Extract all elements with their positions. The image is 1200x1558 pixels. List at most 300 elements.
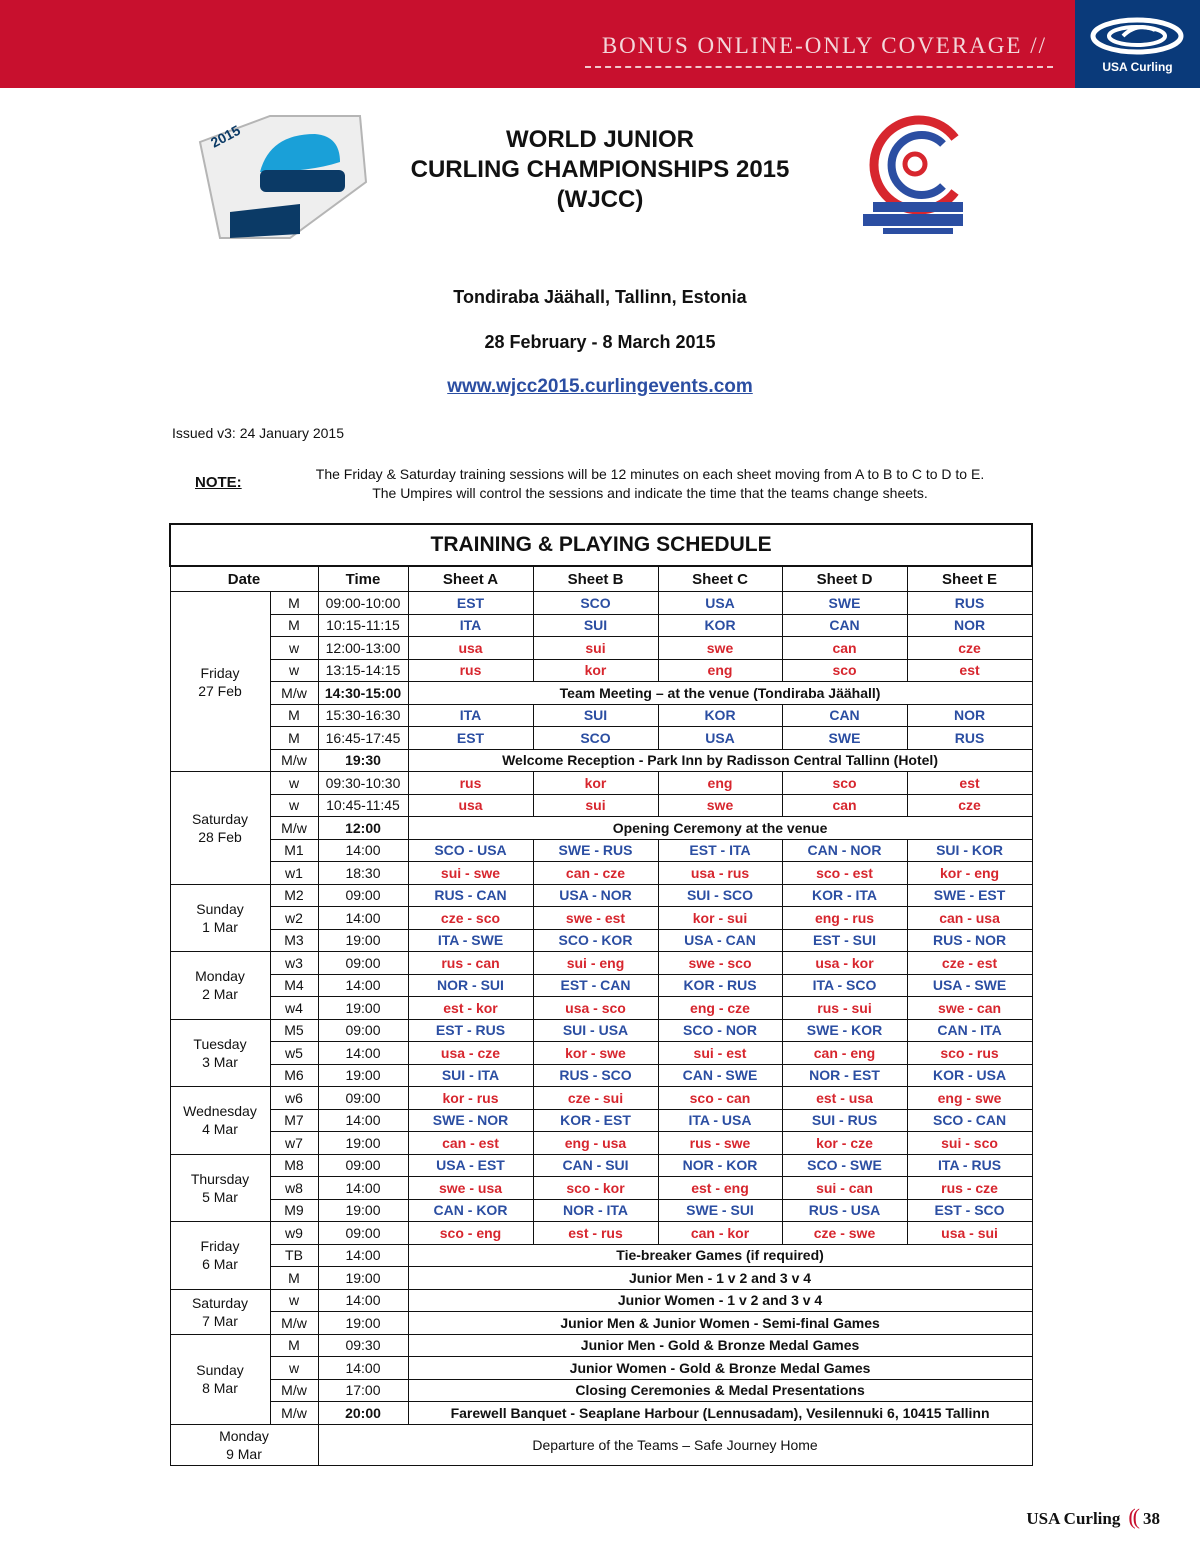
- game-cell: can: [782, 637, 907, 660]
- event-cell: Junior Men - 1 v 2 and 3 v 4: [408, 1267, 1032, 1290]
- draw-time: 18:30: [318, 862, 408, 885]
- title-line-1: WORLD JUNIOR: [506, 126, 694, 153]
- game-cell: sui - est: [658, 1042, 782, 1065]
- draw-time: 09:00: [318, 1087, 408, 1110]
- draw-code: M9: [270, 1199, 318, 1222]
- draw-time: 09:30: [318, 1334, 408, 1357]
- day-cell: [170, 1334, 270, 1424]
- game-cell: sco - eng: [408, 1222, 533, 1245]
- game-cell: sco - rus: [907, 1042, 1032, 1065]
- game-cell: SWE - RUS: [533, 839, 658, 862]
- game-cell: kor - rus: [408, 1087, 533, 1110]
- game-cell: RUS - CAN: [408, 884, 533, 907]
- day-cell: [170, 1222, 270, 1290]
- game-cell: swe - usa: [408, 1177, 533, 1200]
- table-row: [170, 1402, 1032, 1425]
- table-row: [170, 1244, 1032, 1267]
- page-number: 38: [1143, 1509, 1160, 1528]
- game-cell: CAN - SWE: [658, 1064, 782, 1087]
- game-cell: cze - sco: [408, 907, 533, 930]
- game-cell: ITA - RUS: [907, 1154, 1032, 1177]
- draw-code: M: [270, 1334, 318, 1357]
- game-cell: sui: [533, 794, 658, 817]
- column-header-sheet-e: Sheet E: [907, 566, 1032, 592]
- column-header-sheet-c: Sheet C: [658, 566, 782, 592]
- game-cell: USA: [658, 727, 782, 750]
- table-row: [170, 839, 1032, 862]
- game-cell: SWE - EST: [907, 884, 1032, 907]
- day-name: Friday: [200, 664, 240, 681]
- day-date: 4 Mar: [202, 1121, 238, 1138]
- game-cell: NOR: [907, 614, 1032, 637]
- game-cell: SWE - SUI: [658, 1199, 782, 1222]
- game-cell: EST - ITA: [658, 839, 782, 862]
- game-cell: est - usa: [782, 1087, 907, 1110]
- draw-code: w: [270, 637, 318, 660]
- draw-code: M/w: [270, 749, 318, 772]
- day-cell: [170, 1087, 270, 1155]
- game-cell: NOR: [907, 704, 1032, 727]
- event-cell: Closing Ceremonies & Medal Presentations: [408, 1379, 1032, 1402]
- game-cell: can - usa: [907, 907, 1032, 930]
- draw-time: 09:00: [318, 884, 408, 907]
- game-cell: EST - CAN: [533, 974, 658, 997]
- game-cell: USA - SWE: [907, 974, 1032, 997]
- game-cell: cze - sui: [533, 1087, 658, 1110]
- game-cell: kor: [533, 772, 658, 795]
- game-cell: can: [782, 794, 907, 817]
- game-cell: ITA - SCO: [782, 974, 907, 997]
- day-name: Friday: [200, 1238, 240, 1255]
- venue: Tondiraba Jäähall, Tallinn, Estonia: [453, 287, 747, 307]
- draw-time: 19:30: [318, 749, 408, 772]
- draw-time: 12:00: [318, 817, 408, 840]
- schedule-title-row: [170, 524, 1032, 566]
- day-name: Sunday: [196, 1362, 244, 1378]
- table-row: [170, 1199, 1032, 1222]
- note-label: NOTE:: [195, 474, 242, 491]
- game-cell: SCO - CAN: [907, 1109, 1032, 1132]
- game-cell: usa - sui: [907, 1222, 1032, 1245]
- game-cell: KOR - ITA: [782, 884, 907, 907]
- table-row: [170, 862, 1032, 885]
- day-date: 9 Mar: [226, 1445, 262, 1462]
- game-cell: SUI: [533, 704, 658, 727]
- draw-time: 09:00: [318, 1154, 408, 1177]
- game-cell: CAN - ITA: [907, 1019, 1032, 1042]
- draw-time: 09:30-10:30: [318, 772, 408, 795]
- day-name: Monday: [195, 968, 245, 985]
- game-cell: eng - rus: [782, 907, 907, 930]
- day-cell: [170, 952, 270, 1020]
- game-cell: ITA - SWE: [408, 929, 533, 952]
- game-cell: SWE: [782, 592, 907, 615]
- draw-time: 19:00: [318, 929, 408, 952]
- table-row: [170, 952, 1032, 975]
- game-cell: usa - rus: [658, 862, 782, 885]
- game-cell: est: [907, 772, 1032, 795]
- table-row: [170, 907, 1032, 930]
- game-cell: swe - can: [907, 997, 1032, 1020]
- wjcc-logo-year: 2015: [207, 121, 243, 151]
- event-cell: Tie-breaker Games (if required): [408, 1244, 1032, 1267]
- game-cell: rus - swe: [658, 1132, 782, 1155]
- draw-code: w: [270, 659, 318, 682]
- draw-code: w4: [270, 997, 318, 1020]
- game-cell: usa: [408, 794, 533, 817]
- draw-code: w5: [270, 1042, 318, 1065]
- game-cell: can - est: [408, 1132, 533, 1155]
- draw-time: 13:15-14:15: [318, 659, 408, 682]
- draw-time: 14:30-15:00: [318, 682, 408, 705]
- event-cell: Junior Women - Gold & Bronze Medal Games: [408, 1357, 1032, 1380]
- schedule-title: TRAINING & PLAYING SCHEDULE: [170, 524, 1032, 566]
- game-cell: sui - sco: [907, 1132, 1032, 1155]
- event-cell: Junior Women - 1 v 2 and 3 v 4: [408, 1289, 1032, 1312]
- world-curling-federation-logo: [855, 110, 975, 238]
- day-cell: [170, 592, 270, 772]
- draw-code: M: [270, 592, 318, 615]
- table-row: [170, 1064, 1032, 1087]
- draw-time: 09:00: [318, 1019, 408, 1042]
- column-header-date: Date: [170, 566, 318, 592]
- game-cell: SCO: [533, 727, 658, 750]
- game-cell: NOR - KOR: [658, 1154, 782, 1177]
- game-cell: sco: [782, 772, 907, 795]
- column-header-sheet-d: Sheet D: [782, 566, 907, 592]
- game-cell: sui: [533, 637, 658, 660]
- game-cell: sui - can: [782, 1177, 907, 1200]
- table-row: [170, 1289, 1032, 1312]
- table-row: [170, 1019, 1032, 1042]
- game-cell: sco - est: [782, 862, 907, 885]
- game-cell: SWE - KOR: [782, 1019, 907, 1042]
- table-row: [170, 1087, 1032, 1110]
- game-cell: cze: [907, 794, 1032, 817]
- day-date: 1 Mar: [202, 918, 238, 935]
- game-cell: USA - CAN: [658, 929, 782, 952]
- game-cell: swe: [658, 794, 782, 817]
- table-row: [170, 1042, 1032, 1065]
- game-cell: ITA: [408, 614, 533, 637]
- draw-code: w2: [270, 907, 318, 930]
- game-cell: RUS - USA: [782, 1199, 907, 1222]
- game-cell: RUS: [907, 727, 1032, 750]
- draw-time: 14:00: [318, 1289, 408, 1312]
- game-cell: KOR - USA: [907, 1064, 1032, 1087]
- game-cell: usa - sco: [533, 997, 658, 1020]
- draw-time: 16:45-17:45: [318, 727, 408, 750]
- draw-time: 15:30-16:30: [318, 704, 408, 727]
- game-cell: CAN - SUI: [533, 1154, 658, 1177]
- table-row: [170, 1154, 1032, 1177]
- note-line-1: The Friday & Saturday training sessions will be 12 minutes on each sheet moving from A to B to C to D to E.: [315, 466, 985, 482]
- game-cell: SCO - KOR: [533, 929, 658, 952]
- usa-curling-logo: [1075, 0, 1200, 88]
- table-row: [170, 1424, 1032, 1465]
- day-date: 28 Feb: [198, 828, 242, 845]
- draw-code: w6: [270, 1087, 318, 1110]
- day-date: 27 Feb: [198, 682, 242, 699]
- draw-code: w: [270, 794, 318, 817]
- draw-code: M4: [270, 974, 318, 997]
- event-cell: Opening Ceremony at the venue: [408, 817, 1032, 840]
- event-cell: Farewell Banquet - Seaplane Harbour (Lennusadam), Vesilennuki 6, 10415 Tallinn: [408, 1402, 1032, 1425]
- draw-time: 10:15-11:15: [318, 614, 408, 637]
- game-cell: RUS: [907, 592, 1032, 615]
- game-cell: NOR - ITA: [533, 1199, 658, 1222]
- table-row: [170, 974, 1032, 997]
- game-cell: cze - est: [907, 952, 1032, 975]
- game-cell: kor - sui: [658, 907, 782, 930]
- table-row: [170, 929, 1032, 952]
- day-date: 8 Mar: [202, 1380, 238, 1396]
- event-cell: Departure of the Teams – Safe Journey Home: [318, 1424, 1032, 1465]
- draw-code: M8: [270, 1154, 318, 1177]
- game-cell: EST: [408, 727, 533, 750]
- draw-time: 14:00: [318, 1357, 408, 1380]
- draw-code: M3: [270, 929, 318, 952]
- draw-time: 19:00: [318, 1132, 408, 1155]
- day-date: 5 Mar: [202, 1188, 238, 1205]
- game-cell: rus: [408, 659, 533, 682]
- game-cell: SCO - USA: [408, 839, 533, 862]
- brand-text: USA Curling: [1102, 60, 1173, 74]
- draw-code: M5: [270, 1019, 318, 1042]
- draw-time: 17:00: [318, 1379, 408, 1402]
- game-cell: sui - swe: [408, 862, 533, 885]
- draw-time: 09:00: [318, 952, 408, 975]
- draw-time: 19:00: [318, 1064, 408, 1087]
- issued-date: Issued v3: 24 January 2015: [172, 425, 345, 441]
- table-row: [170, 884, 1032, 907]
- page-footer: [1026, 1504, 1160, 1530]
- game-cell: eng - usa: [533, 1132, 658, 1155]
- game-cell: rus - can: [408, 952, 533, 975]
- game-cell: USA - EST: [408, 1154, 533, 1177]
- draw-code: TB: [270, 1244, 318, 1267]
- game-cell: usa - cze: [408, 1042, 533, 1065]
- day-name: Saturday: [191, 810, 249, 827]
- draw-time: 09:00-10:00: [318, 592, 408, 615]
- game-cell: cze: [907, 637, 1032, 660]
- game-cell: EST - SUI: [782, 929, 907, 952]
- game-cell: swe - est: [533, 907, 658, 930]
- draw-code: M/w: [270, 1312, 318, 1335]
- game-cell: eng - cze: [658, 997, 782, 1020]
- draw-code: w: [270, 1289, 318, 1312]
- day-cell: [170, 772, 270, 885]
- draw-code: M2: [270, 884, 318, 907]
- game-cell: SUI: [533, 614, 658, 637]
- draw-code: M: [270, 727, 318, 750]
- game-cell: SCO - SWE: [782, 1154, 907, 1177]
- game-cell: est - kor: [408, 997, 533, 1020]
- game-cell: SUI - ITA: [408, 1064, 533, 1087]
- game-cell: swe: [658, 637, 782, 660]
- table-row: [170, 1222, 1032, 1245]
- game-cell: NOR - EST: [782, 1064, 907, 1087]
- game-cell: SWE: [782, 727, 907, 750]
- game-cell: EST - RUS: [408, 1019, 533, 1042]
- day-date: 7 Mar: [202, 1312, 238, 1329]
- game-cell: swe - sco: [658, 952, 782, 975]
- game-cell: cze - swe: [782, 1222, 907, 1245]
- table-row: [170, 592, 1032, 615]
- draw-code: M/w: [270, 1402, 318, 1425]
- draw-time: 14:00: [318, 839, 408, 862]
- day-date: 6 Mar: [202, 1256, 238, 1273]
- draw-time: 19:00: [318, 1312, 408, 1335]
- game-cell: eng - swe: [907, 1087, 1032, 1110]
- game-cell: ITA: [408, 704, 533, 727]
- table-row: [170, 772, 1032, 795]
- draw-code: w1: [270, 862, 318, 885]
- game-cell: can - kor: [658, 1222, 782, 1245]
- game-cell: CAN: [782, 614, 907, 637]
- event-cell: Team Meeting – at the venue (Tondiraba Jäähall): [408, 682, 1032, 705]
- draw-code: M/w: [270, 1379, 318, 1402]
- draw-code: w8: [270, 1177, 318, 1200]
- table-row: [170, 817, 1032, 840]
- game-cell: eng: [658, 659, 782, 682]
- game-cell: usa: [408, 637, 533, 660]
- game-cell: sco - kor: [533, 1177, 658, 1200]
- note-text: [300, 465, 1000, 503]
- table-row: [170, 1132, 1032, 1155]
- draw-time: 14:00: [318, 1177, 408, 1200]
- draw-code: M/w: [270, 817, 318, 840]
- table-row: [170, 727, 1032, 750]
- table-row: [170, 1177, 1032, 1200]
- game-cell: SUI - USA: [533, 1019, 658, 1042]
- top-banner: [0, 0, 1075, 88]
- table-row: [170, 1379, 1032, 1402]
- game-cell: SUI - RUS: [782, 1109, 907, 1132]
- table-row: [170, 997, 1032, 1020]
- game-cell: USA - NOR: [533, 884, 658, 907]
- day-cell: [170, 1289, 270, 1334]
- game-cell: ITA - USA: [658, 1109, 782, 1132]
- draw-time: 09:00: [318, 1222, 408, 1245]
- schedule-table: [169, 523, 1033, 1466]
- footer-brand: USA Curling: [1026, 1509, 1121, 1528]
- game-cell: kor: [533, 659, 658, 682]
- draw-code: M/w: [270, 682, 318, 705]
- draw-code: M: [270, 614, 318, 637]
- draw-code: w3: [270, 952, 318, 975]
- event-cell: Welcome Reception - Park Inn by Radisson Central Tallinn (Hotel): [408, 749, 1032, 772]
- page-title: [360, 125, 840, 215]
- game-cell: NOR - SUI: [408, 974, 533, 997]
- footer-paren-icon: ((: [1128, 1504, 1137, 1529]
- draw-time: 14:00: [318, 1244, 408, 1267]
- game-cell: SWE - NOR: [408, 1109, 533, 1132]
- draw-time: 19:00: [318, 1267, 408, 1290]
- game-cell: KOR - EST: [533, 1109, 658, 1132]
- game-cell: RUS - SCO: [533, 1064, 658, 1087]
- event-cell: Junior Men & Junior Women - Semi-final Games: [408, 1312, 1032, 1335]
- draw-code: w7: [270, 1132, 318, 1155]
- event-dates: 28 February - 8 March 2015: [484, 332, 716, 352]
- draw-code: M7: [270, 1109, 318, 1132]
- game-cell: sco: [782, 659, 907, 682]
- game-cell: SUI - SCO: [658, 884, 782, 907]
- game-cell: RUS - NOR: [907, 929, 1032, 952]
- draw-time: 20:00: [318, 1402, 408, 1425]
- game-cell: rus - cze: [907, 1177, 1032, 1200]
- table-row: [170, 749, 1032, 772]
- draw-code: M6: [270, 1064, 318, 1087]
- day-name: Monday: [219, 1427, 269, 1444]
- game-cell: est: [907, 659, 1032, 682]
- game-cell: USA: [658, 592, 782, 615]
- game-cell: SCO: [533, 592, 658, 615]
- game-cell: usa - kor: [782, 952, 907, 975]
- game-cell: eng: [658, 772, 782, 795]
- game-cell: EST: [408, 592, 533, 615]
- note-line-2: The Umpires will control the sessions and indicate the time that the teams change sheets.: [372, 485, 928, 501]
- draw-time: 12:00-13:00: [318, 637, 408, 660]
- game-cell: CAN - KOR: [408, 1199, 533, 1222]
- game-cell: rus - sui: [782, 997, 907, 1020]
- draw-code: M: [270, 704, 318, 727]
- day-date: 2 Mar: [202, 986, 238, 1003]
- game-cell: KOR - RUS: [658, 974, 782, 997]
- wjcc-2015-logo: [190, 112, 368, 242]
- draw-code: M1: [270, 839, 318, 862]
- table-row: [170, 637, 1032, 660]
- day-cell: [170, 884, 270, 952]
- draw-time: 14:00: [318, 1042, 408, 1065]
- event-url-link[interactable]: www.wjcc2015.curlingevents.com: [447, 376, 753, 397]
- banner-title: BONUS ONLINE-ONLY COVERAGE //: [601, 33, 1047, 58]
- draw-time: 14:00: [318, 974, 408, 997]
- day-name: Thursday: [190, 1170, 250, 1187]
- table-row: [170, 1109, 1032, 1132]
- game-cell: SCO - NOR: [658, 1019, 782, 1042]
- day-name: Saturday: [191, 1294, 249, 1311]
- table-row: [170, 682, 1032, 705]
- column-header-sheet-a: Sheet A: [408, 566, 533, 592]
- day-cell: [170, 1154, 270, 1222]
- game-cell: kor - cze: [782, 1132, 907, 1155]
- title-line-3: (WJCC): [556, 186, 644, 213]
- game-cell: EST - SCO: [907, 1199, 1032, 1222]
- game-cell: can - cze: [533, 862, 658, 885]
- game-cell: CAN: [782, 704, 907, 727]
- column-header-time: Time: [318, 566, 408, 592]
- game-cell: KOR: [658, 704, 782, 727]
- draw-time: 14:00: [318, 907, 408, 930]
- draw-code: w9: [270, 1222, 318, 1245]
- game-cell: kor - eng: [907, 862, 1032, 885]
- table-row: [170, 614, 1032, 637]
- game-cell: est - rus: [533, 1222, 658, 1245]
- day-name: Tuesday: [193, 1035, 247, 1052]
- game-cell: sui - eng: [533, 952, 658, 975]
- curling-stone-icon: [1075, 0, 1200, 60]
- banner-divider: [585, 66, 1053, 68]
- draw-code: M: [270, 1267, 318, 1290]
- day-name: Sunday: [196, 900, 244, 917]
- table-row: [170, 704, 1032, 727]
- day-cell: [170, 1424, 318, 1465]
- table-row: [170, 1267, 1032, 1290]
- event-cell: Junior Men - Gold & Bronze Medal Games: [408, 1334, 1032, 1357]
- day-date: 3 Mar: [202, 1053, 238, 1070]
- table-row: [170, 1312, 1032, 1335]
